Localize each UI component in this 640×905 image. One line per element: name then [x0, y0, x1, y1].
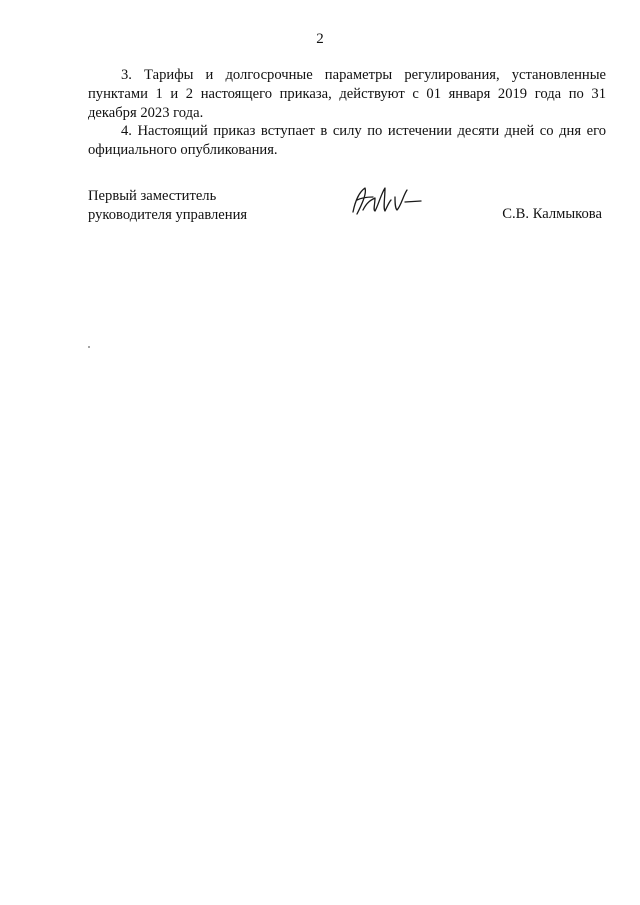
paragraph-4: 4. Настоящий приказ вступает в силу по истечении десяти дней со дня его официального опубликования.: [88, 123, 606, 159]
signatory-title-line1: Первый заместитель: [88, 188, 217, 204]
signatory-title: [88, 187, 247, 225]
handwritten-signature: [345, 180, 423, 224]
paragraph-3: 3. Тарифы и долгосрочные параметры регулирования, установленные пунктами 1 и 2 настоящего приказа, действуют с 01 января 2019 года по 31 декабря 2023 года.: [88, 67, 606, 121]
document-body: [88, 66, 606, 160]
signatory-title-line2: руководителя управления: [88, 206, 248, 223]
signatory-name: С.В. Калмыкова: [502, 206, 602, 222]
scan-speck: [88, 346, 90, 348]
page-number: 2: [316, 31, 324, 47]
